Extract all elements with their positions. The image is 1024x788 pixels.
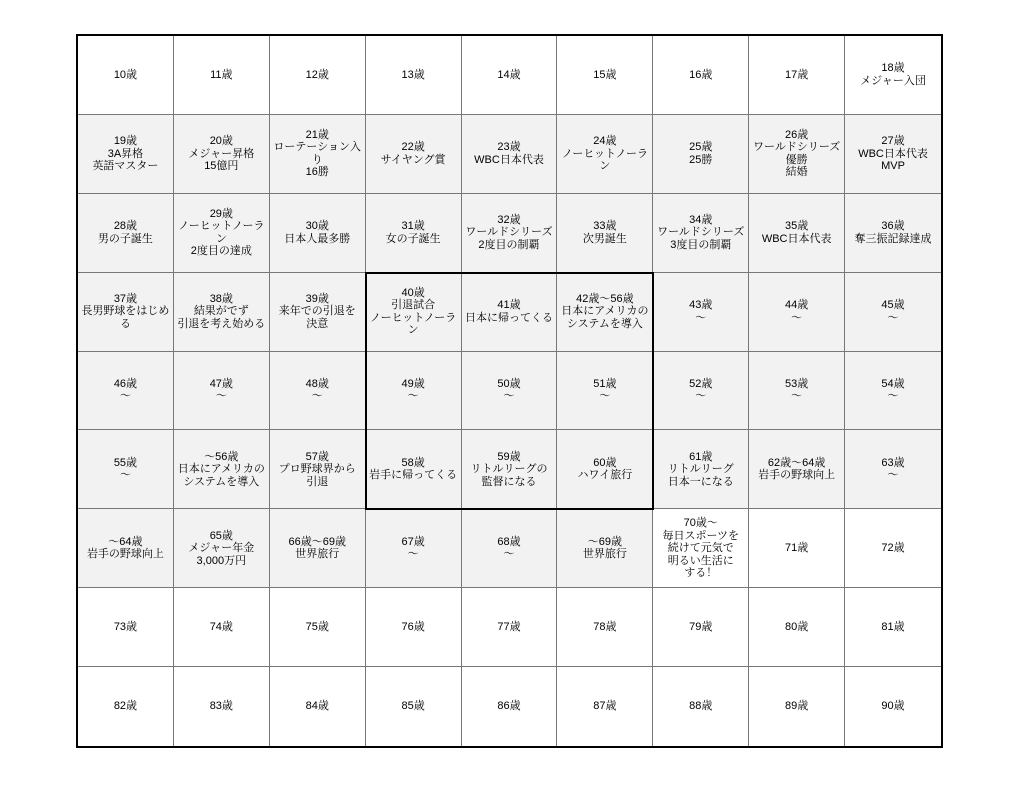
grid-cell [653,36,749,115]
cell-text: 41歳 日本に帰ってくる [464,299,553,324]
cell-text: 70歳～ 毎日スポーツを 続けて元気で 明るい生活に する！ [662,517,740,580]
grid-cell [462,667,558,746]
grid-cell [557,36,653,115]
grid-cell [78,352,174,431]
grid-cell [845,115,941,194]
cell-text: 81歳 [881,620,905,633]
grid-cell [462,352,558,431]
grid-cell [366,352,462,431]
grid-cell [462,36,558,115]
cell-text: 68歳 ～ [497,535,521,561]
cell-text: 65歳 メジャー年金 3,000万円 [188,529,255,567]
cell-text: 57歳 プロ野球界から 引退 [278,450,356,488]
grid-cell [749,430,845,509]
cell-text: 67歳 ～ [401,535,425,561]
cell-text: ～69歳 世界旅行 [582,535,627,561]
grid-cell [462,194,558,273]
cell-text: 82歳 [113,700,138,713]
cell-text: 42歳～56歳 日本にアメリカの システムを導入 [561,292,649,330]
grid-cell [78,194,174,273]
grid-cell [78,430,174,509]
grid-cell [270,352,366,431]
cell-text: 44歳 ～ [785,299,809,324]
grid-cell [749,667,845,746]
cell-text: 15歳 [593,68,617,81]
cell-text: 27歳 WBC日本代表 MVP [858,135,928,173]
life-plan-grid [76,34,943,748]
cell-text: 88歳 [689,700,713,713]
grid-cell [78,115,174,194]
grid-cell [270,667,366,746]
grid-cell [174,430,270,509]
grid-cell [845,588,941,667]
cell-text: 75歳 [305,620,329,633]
cell-text: 72歳 [881,542,905,555]
cell-text: 62歳～64歳 岩手の野球向上 [758,456,836,482]
grid-cell [557,194,653,273]
cell-text: 79歳 [689,620,713,633]
grid-cell [366,667,462,746]
cell-text: 19歳 3A昇格 英語マスター [92,135,159,173]
cell-text: 78歳 [593,620,617,633]
grid-cell [174,115,270,194]
cell-text: 73歳 [113,620,138,633]
grid-cell [78,667,174,746]
grid-cell [749,273,845,352]
cell-text: 14歳 [497,68,521,81]
grid-cell [557,273,653,352]
cell-text: 26歳 ワールドシリーズ 優勝 結婚 [753,128,841,179]
cell-text: 76歳 [401,620,425,633]
grid-cell [174,36,270,115]
cell-text: 24歳 ノーヒットノーラン [561,135,649,173]
cell-text: 58歳 岩手に帰ってくる [369,456,458,482]
grid-cell [270,588,366,667]
grid-cell [366,273,462,352]
cell-text: 43歳 ～ [689,299,713,324]
grid-cell [366,509,462,588]
cell-text: 46歳 ～ [113,377,138,403]
cell-text: 49歳 ～ [401,377,425,403]
cell-text: 85歳 [401,700,425,713]
cell-text: 77歳 [497,620,521,633]
cell-text: ～56歳 日本にアメリカの システムを導入 [177,450,265,488]
grid-cell [78,36,174,115]
cell-text: 10歳 [113,68,138,81]
grid-cell [462,115,558,194]
cell-text: 11歳 [210,68,233,81]
grid-cell [462,588,558,667]
cell-text: 87歳 [593,700,617,713]
cell-text: 21歳 ローテーション入り 16勝 [273,128,361,179]
cell-text: 35歳 WBC日本代表 [761,220,832,245]
grid-cell [845,509,941,588]
cell-text: 31歳 女の子誕生 [385,220,441,245]
cell-text: 22歳 サイヤング賞 [380,141,446,166]
grid-cell [174,194,270,273]
cell-text: 59歳 リトルリーグの 監督になる [470,450,548,488]
cell-text: 61歳 リトルリーグ 日本一になる [667,450,734,488]
grid-cell [462,430,558,509]
grid-cell [749,115,845,194]
cell-text: 16歳 [689,68,713,81]
cell-text: 66歳～69歳 世界旅行 [288,535,346,561]
cell-text: 29歳 ノーヒットノーラン 2度目の達成 [178,207,265,258]
grid-cell [749,588,845,667]
grid-cell [270,36,366,115]
cell-text: 80歳 [785,620,809,633]
grid-cell [749,352,845,431]
grid-cell [653,352,749,431]
grid-cell [462,273,558,352]
cell-text: 60歳 ハワイ旅行 [577,456,633,482]
grid-cell [845,273,941,352]
grid-cell [462,509,558,588]
cell-text: 74歳 [209,620,233,633]
cell-text: 37歳 長男野球をはじめ る [81,292,170,330]
cell-text: 90歳 [881,700,905,713]
cell-text: 25歳 25勝 [689,141,713,166]
cell-text: 63歳 ～ [881,456,905,482]
grid-cell [366,430,462,509]
grid-cell [749,509,845,588]
cell-text: 39歳 来年での引退を 決意 [278,292,356,330]
cell-text: 36歳 奪三振記録達成 [854,220,932,245]
cell-text: 33歳 次男誕生 [582,220,627,245]
grid-cell [557,667,653,746]
cell-text: 47歳 ～ [209,377,233,403]
cell-text: 17歳 [785,68,809,81]
grid-cell [174,352,270,431]
cell-text: 40歳 引退試合 ノーヒットノーラン [369,286,457,337]
cell-text: 89歳 [785,700,809,713]
grid-cell [653,588,749,667]
cell-text: 83歳 [209,700,233,713]
cell-text: 51歳 ～ [593,377,617,403]
cell-text: 53歳 ～ [785,377,809,403]
grid-cell [366,115,462,194]
cell-text: 71歳 [785,542,809,555]
grid-cell [749,36,845,115]
grid-cell [653,509,749,588]
grid-cell [174,273,270,352]
grid-cell [557,115,653,194]
cell-text: ～64歳 岩手の野球向上 [86,535,164,561]
grid-cell [366,194,462,273]
cell-text: 84歳 [305,700,329,713]
cell-text: 12歳 [305,68,329,81]
grid-cell [78,273,174,352]
grid-cell [653,115,749,194]
cell-text: 34歳 ワールドシリーズ 3度目の制覇 [657,213,745,251]
grid-cell [270,194,366,273]
cell-text: 30歳 日本人最多勝 [284,220,351,245]
grid-cell [174,509,270,588]
cell-text: 52歳 ～ [689,377,713,403]
grid-cell [270,509,366,588]
cell-text: 28歳 男の子誕生 [97,220,153,245]
cell-text: 48歳 ～ [305,377,329,403]
grid-cell [653,273,749,352]
cell-text: 54歳 ～ [881,377,905,403]
grid-cell [78,588,174,667]
grid-cell [270,115,366,194]
grid-cell [174,667,270,746]
grid-cell [78,509,174,588]
grid-cell [557,430,653,509]
grid-cell [557,509,653,588]
cell-text: 32歳 ワールドシリーズ 2度目の制覇 [465,213,553,251]
grid-cell [174,588,270,667]
cell-text: 50歳 ～ [497,377,521,403]
grid-cell [845,430,941,509]
grid-cell [366,588,462,667]
cell-text: 13歳 [401,68,425,81]
grid-cell [653,430,749,509]
grid-cell [845,194,941,273]
cell-text: 86歳 [497,700,521,713]
grid-cell [749,194,845,273]
grid-cell [270,430,366,509]
cell-text: 38歳 結果がでず 引退を考え始める [177,292,266,330]
grid-cell [557,352,653,431]
grid-cell [557,588,653,667]
grid-cell [366,36,462,115]
cell-text: 18歳 メジャー入団 [860,62,926,87]
cell-text: 55歳 ～ [113,456,138,482]
grid-cell [845,352,941,431]
grid-cell [653,194,749,273]
cell-text: 20歳 メジャー昇格 15億円 [188,135,255,173]
grid-cell [845,36,941,115]
grid-cell [653,667,749,746]
cell-text: 45歳 ～ [881,299,905,324]
grid-cell [845,667,941,746]
grid-cell [270,273,366,352]
cell-text: 23歳 WBC日本代表 [474,141,544,166]
